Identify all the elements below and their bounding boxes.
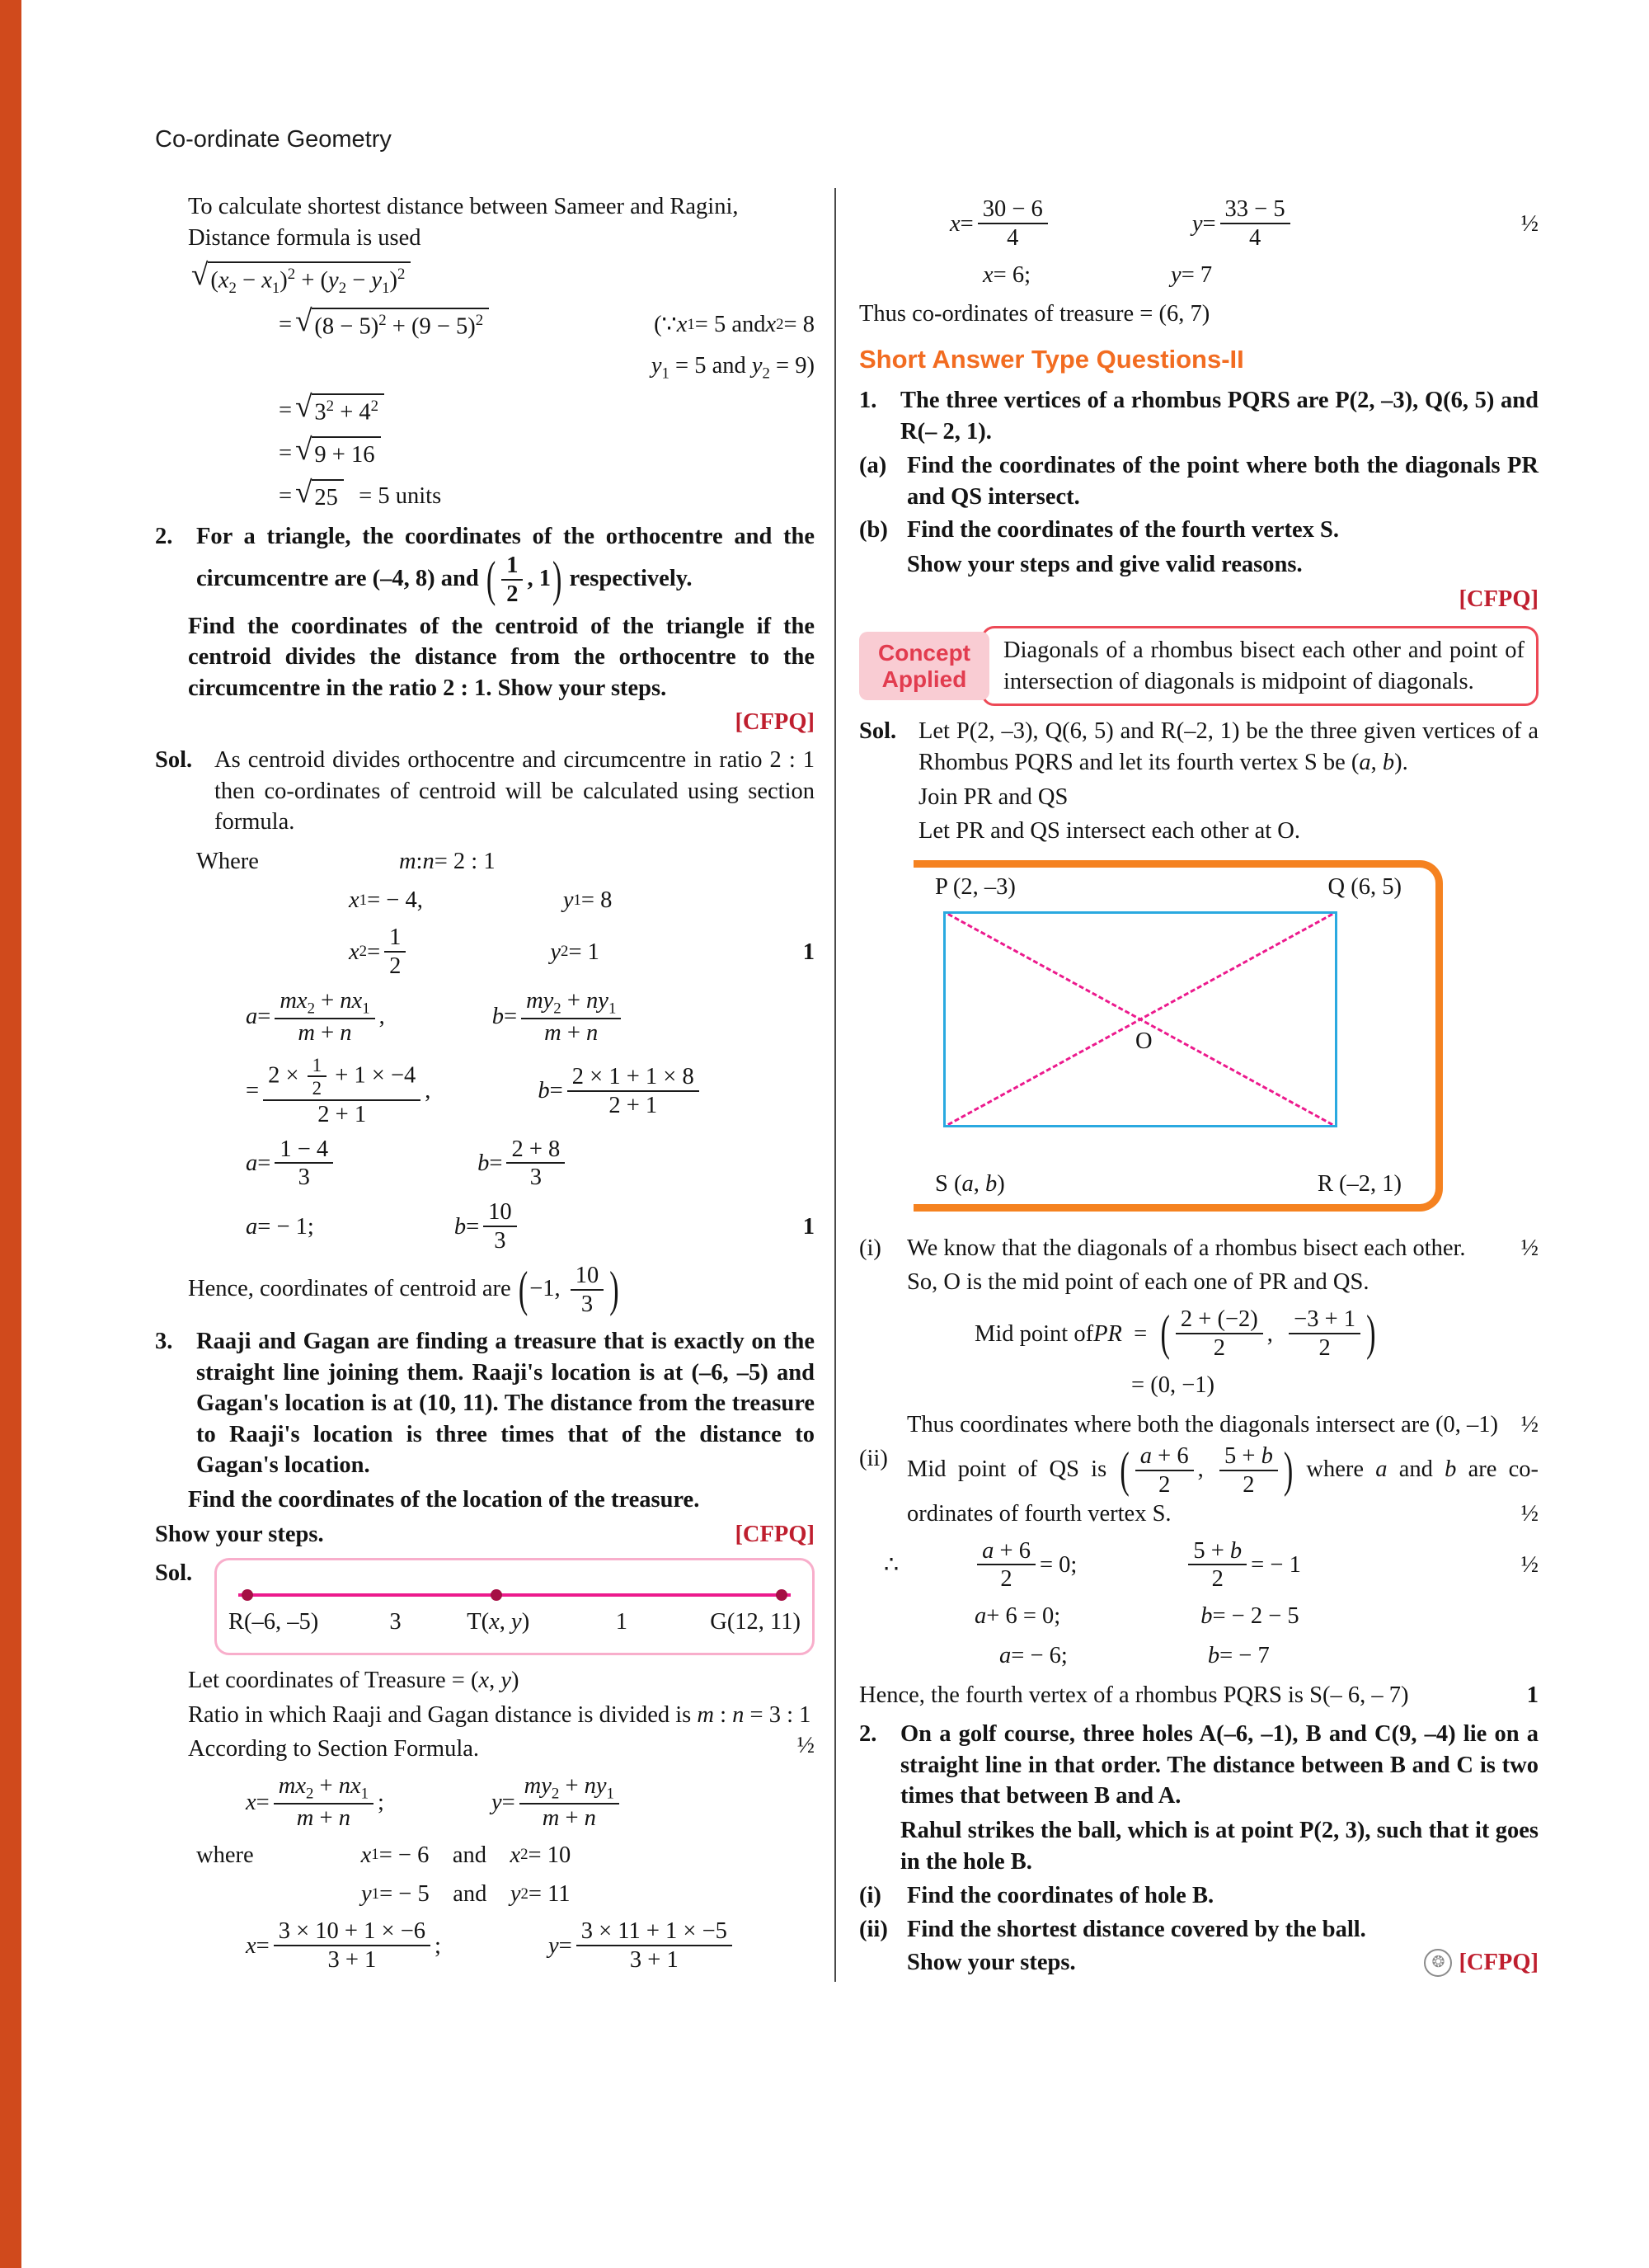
question-2-right xyxy=(859,1719,1539,1877)
solution-1-step-i xyxy=(859,1233,1539,1264)
intersect-note: Let PR and QS intersect each other at O. xyxy=(918,818,1300,845)
math-midpoint-PR-result: = (0, −1) xyxy=(1131,1372,1215,1398)
question-1-show: Show your steps and give valid reasons. xyxy=(907,551,1303,577)
number-line xyxy=(238,1593,791,1597)
concept-applied-box xyxy=(859,626,1539,706)
math-a-formula: a = $mx_2 + nx_1$ m + n , xyxy=(246,987,385,1046)
question-3-text: Raaji and Gagan are finding a treasure that is exactly on the straight line joining them. Raaji's location is at (–6, –5) and Gagan's location is at (10, 11). The distance from the treasure to Raaji's location is three times that of the distance to Gagan's location. xyxy=(196,1328,815,1479)
distance-formula xyxy=(155,258,815,299)
solve-row-2 xyxy=(859,1640,1539,1672)
treasure-result-row xyxy=(859,260,1539,291)
step-result xyxy=(155,475,815,514)
step-ii-number: (ii) xyxy=(859,1446,888,1472)
question-1b xyxy=(859,515,1539,546)
label-ratio-3: 3 xyxy=(389,1609,402,1635)
page-header-title: Co-ordinate Geometry xyxy=(155,126,392,153)
midpoint-PR-row xyxy=(859,1306,1539,1362)
values-row-2 xyxy=(155,925,815,980)
question-2-show-row xyxy=(907,1947,1539,1979)
substitution-step xyxy=(155,304,815,342)
centroid-conclusion: Hence, coordinates of centroid are (−1, $\frac{10}{3}$ ) xyxy=(188,1263,619,1318)
math-step-result: = √ 25 = 5 units xyxy=(279,479,441,514)
solution-1 xyxy=(859,716,1539,778)
math-a-equation: a + 6 2 = 0; xyxy=(973,1538,1077,1593)
math-y-values: y 1 = − 5 and y 2 = 11 xyxy=(361,1881,571,1908)
treasure-compute-row xyxy=(859,196,1539,252)
concept-applied-text: Diagonals of a rhombus bisect each other and point of intersection of diagonals is midpoint of diagonals. xyxy=(981,626,1539,706)
label-ratio-1: 1 xyxy=(615,1609,627,1635)
treasure-substitute-row xyxy=(155,1918,815,1974)
values-row-1 xyxy=(155,885,815,916)
label-R: R(–6, –5) xyxy=(228,1609,319,1635)
where-ratio: m : n = 2 : 1 xyxy=(398,848,496,874)
solution-1-step-ii xyxy=(859,1443,1539,1529)
math-b-formula: b = $my_2 + ny_1$ m + n xyxy=(492,988,626,1047)
math-x-sub: x = 3 × 10 + 1 × −6 3 + 1 ; xyxy=(246,1917,441,1973)
cfpq-emblem-icon: ❂ xyxy=(1424,1949,1452,1977)
math-b-sub: b = 2 × 1 + 1 × 8 2 + 1 xyxy=(538,1064,702,1119)
math-b-simplify: b = 2 + 8 3 xyxy=(477,1136,569,1192)
step-i-number: (i) xyxy=(859,1235,881,1261)
question-3-find: Find the coordinates of the location of the treasure. xyxy=(188,1487,700,1513)
question-2-text xyxy=(900,1719,1539,1877)
vertex-label-S: S (a, b) xyxy=(935,1171,1005,1198)
question-2-find: Find the coordinates of the centroid of the triangle if the centroid divides the distance from the orthocentre to the circumcentre in the ratio 2 : 1. Show your steps. xyxy=(188,613,815,701)
question-3 xyxy=(155,1326,815,1481)
page-edge-band xyxy=(0,0,21,2268)
treasure-ratio: Ratio in which Raaji and Gagan distance is divided is m : n = 3 : 1 ½ xyxy=(188,1701,815,1759)
where-label: Where xyxy=(196,848,259,874)
question-2-i-text: Find the coordinates of hole B. xyxy=(907,1883,1214,1909)
math-substitution: = √ $(8 - 5)^2 + (9 - 5)^2$ xyxy=(279,308,492,342)
question-3-show-row xyxy=(155,1519,815,1550)
cfpq-group xyxy=(1424,1947,1539,1979)
math-a-simplify: a = 1 − 4 3 xyxy=(246,1136,337,1192)
marks-one: 1 xyxy=(802,1213,815,1240)
math-x-compute: x = 30 − 6 4 xyxy=(950,196,1052,252)
question-1b-number: (b) xyxy=(859,517,888,543)
math-given-note-1: (∵ x 1 = 5 and x 2 = 8 xyxy=(654,312,815,338)
step-ii-text: Mid point of QS is ( $\frac{a + 6}{2}$ , $\frac{5 + b}{2}$ ) where a and b are co-ordinates of fourth vertex S. ½ xyxy=(907,1443,1539,1527)
number-line-figure xyxy=(214,1558,815,1655)
section-formula-ab xyxy=(155,988,815,1047)
math-b-equation: 5 + b 2 = − 1 xyxy=(1184,1538,1300,1593)
question-1-text: The three vertices of a rhombus PQRS are P(2, –3), Q(6, 5) and R(– 2, 1). xyxy=(900,387,1539,445)
math-y2: y 2 = 1 xyxy=(550,939,599,965)
math-a-result: a = − 1; xyxy=(246,1213,314,1240)
math-distance-formula: √ $(x_2 - x_1)^2 + (y_2 - y_1)^2$ xyxy=(188,261,414,299)
concept-applied-label: Concept Applied xyxy=(859,632,989,700)
column-divider xyxy=(834,188,836,1982)
treasure-values-row-2 xyxy=(155,1879,815,1910)
question-2-ii xyxy=(859,1914,1539,1946)
question-1 xyxy=(859,385,1539,447)
cfpq-tag-row-q1 xyxy=(859,584,1539,615)
math-b-result: b = 10 3 xyxy=(454,1199,521,1254)
treasure-let: Let coordinates of Treasure = (x, y) xyxy=(188,1668,519,1694)
solution-2-label: Sol. xyxy=(155,747,193,774)
math-step-sum: = √ 9 + 16 xyxy=(279,436,384,471)
cfpq-tag: [CFPQ] xyxy=(735,709,815,736)
cfpq-tag-row-q2 xyxy=(155,707,815,738)
point-dot-R xyxy=(242,1589,253,1601)
question-2-part-1: On a golf course, three holes A(–6, –1), B and C(9, –4) lie on a straight line in that order. The distance between B and C is two times that between B and A. xyxy=(900,1721,1539,1809)
midpoint-note: So, O is the mid point of each one of PR and QS. xyxy=(907,1269,1369,1296)
cfpq-tag: [CFPQ] xyxy=(1459,1950,1539,1976)
question-2-ii-text: Find the shortest distance covered by the ball. xyxy=(907,1916,1366,1942)
left-column xyxy=(155,188,815,1982)
math-y-formula: y = $my_2 + ny_1$ m + n xyxy=(491,1773,623,1832)
label-T: T(x, y) xyxy=(467,1609,530,1635)
solution-3-figure-row xyxy=(155,1558,815,1655)
math-a-solve: a + 6 = 0; xyxy=(975,1603,1061,1630)
point-dot-T xyxy=(491,1589,502,1601)
section-heading: Short Answer Type Questions-II xyxy=(859,345,1244,374)
rhombus-rectangle xyxy=(943,911,1337,1127)
solution-2 xyxy=(155,745,815,838)
midpoint-PR-result-row xyxy=(859,1370,1539,1401)
solve-row-1 xyxy=(859,1601,1539,1632)
math-midpoint-PR: Mid point of PR = ( 2 + (−2) 2 , −3 + 1 2 ) xyxy=(975,1306,1376,1361)
question-1a xyxy=(859,450,1539,512)
math-step-squares: = √ $3^2 + 4^2$ xyxy=(279,393,388,428)
math-b-final: b = − 7 xyxy=(1207,1642,1270,1668)
question-2-part-2: Rahul strikes the ball, which is at point P(2, 3), such that it goes in the hole B. xyxy=(900,1818,1539,1875)
therefore-symbol: ∴ xyxy=(884,1552,900,1579)
question-1b-text: Find the coordinates of the fourth vertex S. xyxy=(907,517,1340,543)
vertex-label-Q: Q (6, 5) xyxy=(1327,873,1402,900)
math-x-formula: x = $mx_2 + nx_1$ m + n ; xyxy=(246,1773,384,1831)
label-G: G(12, 11) xyxy=(710,1609,801,1635)
question-3-number: 3. xyxy=(155,1328,173,1354)
marks-half: ½ xyxy=(1520,1552,1539,1579)
vertex-label-R: R (–2, 1) xyxy=(1317,1171,1402,1198)
content-columns xyxy=(155,188,1539,1982)
fourth-vertex-conclusion: Hence, the fourth vertex of a rhombus PQRS is S(– 6, – 7) 1 xyxy=(859,1682,1539,1708)
section-substitute-ab xyxy=(155,1055,815,1128)
where-label: where xyxy=(196,1842,254,1868)
right-column xyxy=(859,188,1539,1982)
math-given-note-2: $y_1 = 5$ and $y_2 = 9$) xyxy=(651,353,815,383)
marks-one: 1 xyxy=(802,939,815,965)
intersection-label-O: O xyxy=(1135,1028,1153,1054)
step-sum xyxy=(155,432,815,471)
question-2-number: 2. xyxy=(859,1721,877,1748)
question-1-number: 1. xyxy=(859,387,877,413)
math-y-compute: y = 33 − 5 4 xyxy=(1192,196,1294,252)
math-x-result: x = 6; xyxy=(983,261,1031,288)
treasure-section-formula-note: According to Section Formula. xyxy=(188,1736,480,1762)
solution-1-text: Let P(2, –3), Q(6, 5) and R(–2, 1) be the three given vertices of a Rhombus PQRS and let its fourth vertex S be (a, b). xyxy=(918,718,1539,776)
treasure-formula-row xyxy=(155,1773,815,1832)
question-3-show: Show your steps. xyxy=(155,1521,324,1547)
question-2-i-number: (i) xyxy=(859,1883,881,1909)
question-2-i xyxy=(859,1880,1539,1912)
question-2-ii-number: (ii) xyxy=(859,1916,888,1942)
math-x2: x 2 = 1 2 xyxy=(349,925,410,980)
math-y-result: y = 7 xyxy=(1171,261,1213,288)
join-note: Join PR and QS xyxy=(918,783,1069,810)
step-squares xyxy=(155,389,815,428)
question-2-show: Show your steps. xyxy=(907,1950,1076,1976)
rhombus-figure xyxy=(892,860,1436,1215)
question-1a-text: Find the coordinates of the point where both the diagonals PR and QS intersect. xyxy=(907,453,1539,510)
cfpq-tag: [CFPQ] xyxy=(735,1521,815,1547)
solution-2-text: As centroid divides orthocentre and circumcentre in ratio 2 : 1 then co-ordinates of centroid will be calculated using section formula. xyxy=(214,747,815,835)
step-i-text: We know that the diagonals of a rhombus bisect each other. ½ xyxy=(907,1235,1539,1261)
math-x1: x 1 = − 4, xyxy=(349,887,423,914)
marks-half: ½ xyxy=(1520,210,1539,237)
solution-1-label: Sol. xyxy=(859,718,897,745)
vertex-label-P: P (2, –3) xyxy=(935,873,1016,900)
question-2 xyxy=(155,521,815,607)
intersection-conclusion: Thus coordinates where both the diagonals intersect are (0, –1) ½ xyxy=(907,1411,1539,1437)
point-dot-G xyxy=(776,1589,787,1601)
therefore-row xyxy=(859,1538,1539,1593)
math-y-sub: y = 3 × 11 + 1 × −5 3 + 1 xyxy=(548,1918,736,1974)
section-simplify-ab xyxy=(155,1136,815,1192)
where-row xyxy=(155,846,815,878)
math-a-final: a = − 6; xyxy=(999,1642,1068,1668)
cfpq-tag: [CFPQ] xyxy=(1459,586,1539,612)
question-2-text: For a triangle, the coordinates of the orthocentre and the circumcentre are (–4, 8) and ( $\frac{1}{2}$ , 1) respectively. xyxy=(196,524,815,607)
section-result-ab xyxy=(155,1199,815,1254)
treasure-conclusion: Thus co-ordinates of treasure = (6, 7) xyxy=(859,301,1210,327)
intro-paragraph: To calculate shortest distance between Sameer and Ragini, Distance formula is used xyxy=(188,194,739,251)
solution-3-label: Sol. xyxy=(155,1560,193,1587)
math-a-sub: = 2 × $\frac{1}{2}$ + 1 × −4 2 + 1 , xyxy=(246,1054,431,1127)
treasure-values-row-1 xyxy=(155,1840,815,1871)
question-1a-number: (a) xyxy=(859,453,887,479)
math-y1: y 1 = 8 xyxy=(562,887,613,914)
math-b-solve: b = − 2 − 5 xyxy=(1200,1603,1299,1630)
question-2-number: 2. xyxy=(155,524,173,550)
figure-canvas xyxy=(892,870,1423,1200)
math-x-values: x 1 = − 6 and x 2 = 10 xyxy=(360,1842,571,1868)
